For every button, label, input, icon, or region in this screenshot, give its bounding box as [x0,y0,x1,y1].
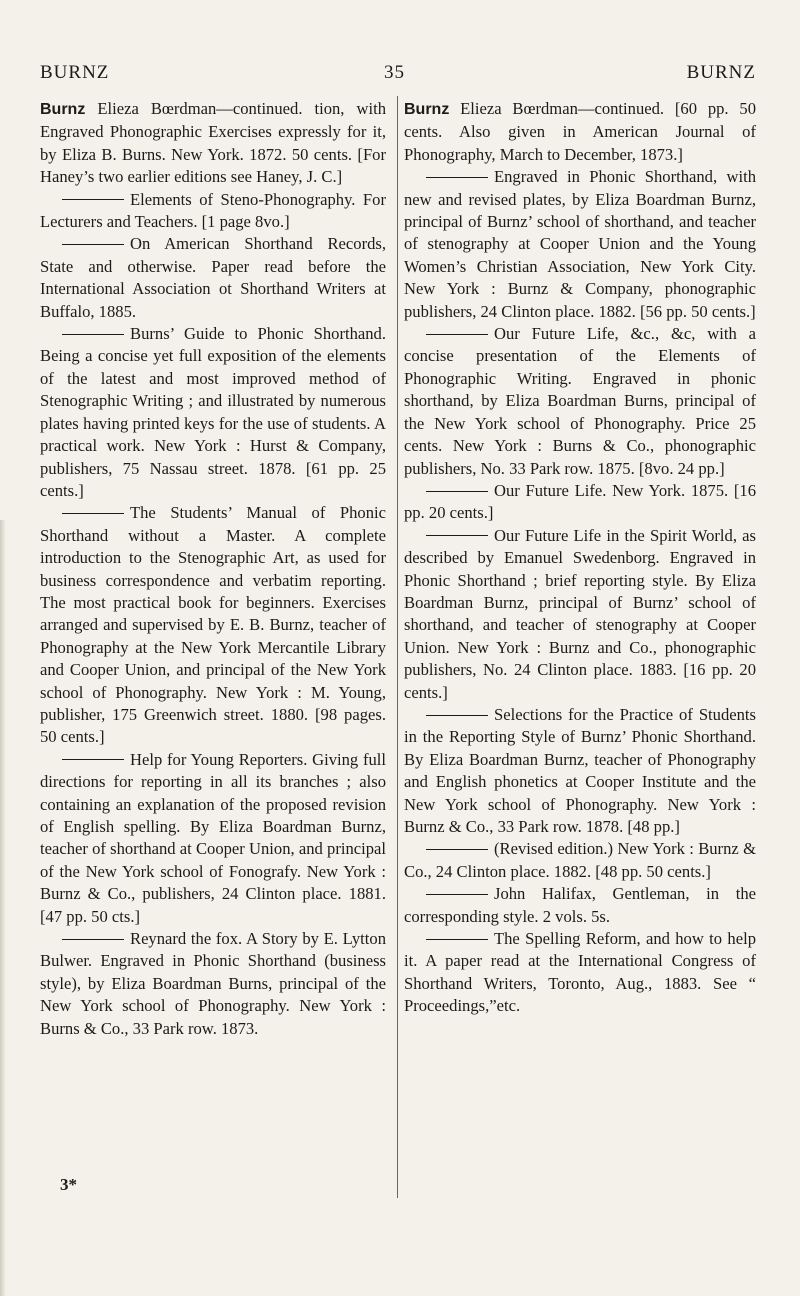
column-divider [397,96,398,1198]
list-item [40,928,386,1040]
list-item [40,233,386,323]
list-item [404,166,756,323]
entry-text: Elieza Bœrdman—continued. [60 pp. 50 cents. Also given in American Journal of Phonography, March to December, 1873.] [404,99,756,164]
entry-heading [40,98,386,189]
item-text: (Revised edition.) New York : Burnz & Co., 24 Clinton place. 1882. [48 pp. 50 cents.] [404,839,756,881]
right-column [404,98,756,1018]
ditto-dash [426,334,488,335]
list-item [404,525,756,704]
list-item [40,323,386,502]
item-text: The Students’ Manual of Phonic Shorthand without a Master. A complete introduction to the Stenographic Art, as used for business correspondence and verbatim reporting. The most practical book for beginners. Exercises arranged and supervised by E. B. Burnz, teacher of Phonography at the New York Mercantile Library and Cooper Union, and principal of the New York school of Phonography. New York : M. Young, publisher, 175 Greenwich street. 1880. [98 pages. 50 cents.] [40,503,386,747]
ditto-dash [62,199,124,200]
signature-mark: 3* [60,1175,77,1194]
list-item [404,323,756,480]
ditto-dash [62,334,124,335]
item-text: Our Future Life, &c., &c, with a concise presentation of the Elements of Phonographic Writing. Engraved in phonic shorthand, by Eliza Boardman Burns, principal of the New York school of Phonography. Price 25 cents. New York : Burns & Co., phonographic publishers, No. 33 Park row. 1875. [8vo. 24 pp.] [404,324,756,478]
item-text: Our Future Life in the Spirit World, as described by Emanuel Swedenborg. Engraved in Phonic Shorthand ; brief reporting style. By Eliza Boardman Burnz, principal of Burnz’ school of shorthand, and teacher of stenography at Cooper Union. New York : Burnz and Co., phonographic publishers, No. 24 Clinton place. 1883. [16 pp. 20 cents.] [404,525,756,702]
left-column [40,98,386,1040]
item-text: Help for Young Reporters. Giving full directions for reporting in all its branches ; also containing an explanation of the proposed revision of English spelling. By Eliza Boardman Burnz, teacher of shorthand at Cooper Union, and principal of the New York school of Fonografy. New York : Burnz & Co., publishers, 24 Clinton place. 1881. [47 pp. 50 cts.] [40,749,386,926]
ditto-dash [426,849,488,850]
list-item [404,704,756,838]
running-head-left: BURNZ [40,62,110,83]
ditto-dash [62,759,124,760]
entry-text: Elieza Bœrdman—continued. tion, with Engraved Phonographic Exercises expressly for it, by Eliza B. Burns. New York. 1872. 50 cents. [For Haney’s two earlier editions see Haney, J. C.] [40,99,386,187]
item-text: Burns’ Guide to Phonic Shorthand. Being a concise yet full exposition of the elements of the latest and most improved method of Stenographic Writing ; and illustrated by numerous plates having printed keys for the use of students. A practical work. New York : Hurst & Company, publishers, 75 Nassau street. 1878. [61 pp. 25 cents.] [40,324,386,500]
ditto-dash [62,244,124,245]
ditto-dash [426,939,488,940]
entry-author: Burnz [40,101,86,118]
ditto-dash [62,513,124,514]
item-text: The Spelling Reform, and how to help it. A paper read at the International Congress of Shorthand Writers, Toronto, Aug., 1883. See “ Proceedings,”etc. [404,929,756,1016]
list-item [404,883,756,928]
item-text: Elements of Steno-Phonography. For Lecturers and Teachers. [1 page 8vo.] [40,189,386,232]
list-item [40,749,386,928]
ditto-dash [426,894,488,895]
entry-author: Burnz [404,101,450,118]
item-text: Reynard the fox. A Story by E. Lytton Bulwer. Engraved in Phonic Shorthand (business style), by Eliza Boardman Burns, principal of the New York school of Phonography. New York : Burns & Co., 33 Park row. 1873. [40,929,386,1038]
page-gutter-shadow [0,520,6,1296]
item-text: On American Shorthand Records, State and otherwise. Paper read before the International Association ot Shorthand Writers at Buffalo, 1885. [40,234,386,321]
page-number: 35 [384,62,405,83]
list-item [40,189,386,234]
item-text: Selections for the Practice of Students in the Reporting Style of Burnz’ Phonic Shorthand. By Eliza Boardman Burnz, teacher of Phonography and English phonetics at Cooper Institute and the New York school of Phonography. New York : Burnz & Co., 33 Park row. 1878. [48 pp.] [404,704,756,836]
item-text: John Halifax, Gentleman, in the corresponding style. 2 vols. 5s. [404,884,756,926]
ditto-dash [426,535,488,536]
item-text: Our Future Life. New York. 1875. [16 pp. 20 cents.] [404,480,756,523]
item-text: Engraved in Phonic Shorthand, with new and revised plates, by Eliza Boardman Burnz, principal of Burnz’ school of shorthand, and teacher of stenography at Cooper Union and the Young Women’s Christian Association, New York City. New York : Burnz & Company, phonographic publishers, 24 Clinton place. 1882. [56 pp. 50 cents.] [404,167,756,321]
ditto-dash [426,177,488,178]
ditto-dash [426,715,488,716]
list-item [40,502,386,748]
ditto-dash [426,491,488,492]
ditto-dash [62,939,124,940]
entry-heading [404,98,756,166]
list-item [404,928,756,1018]
list-item [404,480,756,525]
running-head-right: BURNZ [686,62,756,83]
list-item [404,838,756,883]
running-head [0,62,800,88]
